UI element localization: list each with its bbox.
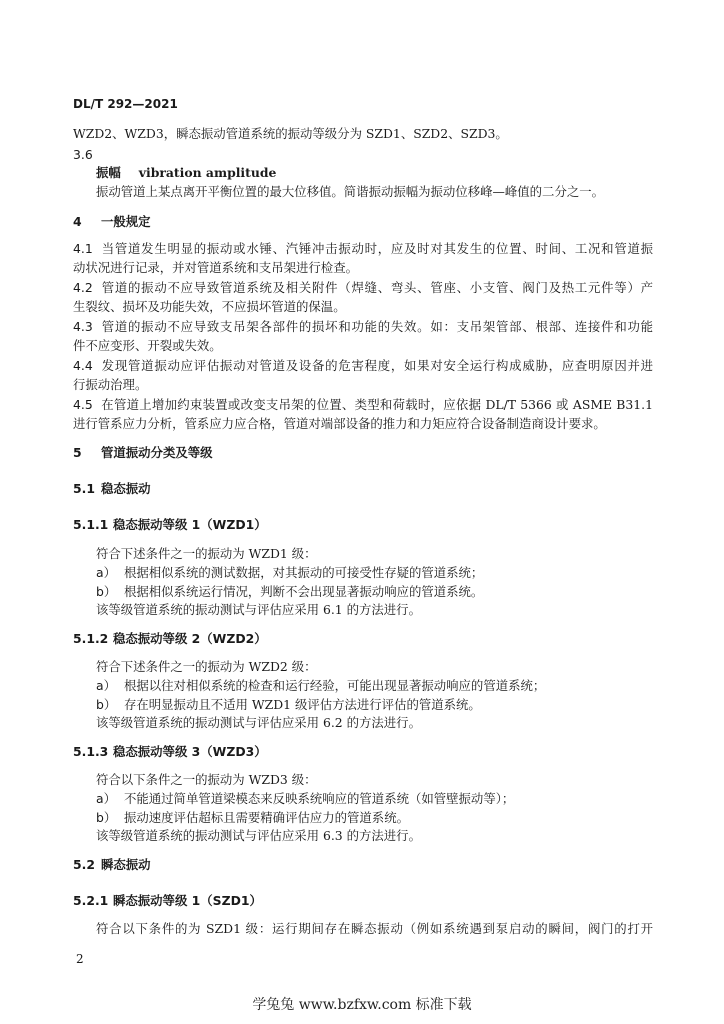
paragraph-4-3: 4.3 管道的振动不应导致支吊架各部件的损坏和功能的失效。如：支吊架管部、根部、连接件和功能 (73, 319, 653, 334)
list-item: a） 根据以往对相似系统的检查和运行经验，可能出现显著振动响应的管道系统； (96, 678, 546, 693)
paragraph-line: 该等级管道系统的振动测试与评估应采用 6.2 的方法进行。 (96, 715, 421, 730)
list-item: a） 不能通过简单管道梁模态来反映系统响应的管道系统（如管壁振动等）； (96, 791, 515, 806)
document-code: DL/T 292—2021 (73, 97, 178, 111)
paragraph-line: 该等级管道系统的振动测试与评估应采用 6.1 的方法进行。 (96, 602, 421, 617)
list-item: a） 根据相似系统的测试数据，对其振动的可接受性存疑的管道系统； (96, 565, 484, 580)
paragraph-4-1: 4.1 当管道发生明显的振动或水锤、汽锤冲击振动时，应及时对其发生的位置、时间、工况和管道振 (73, 241, 653, 256)
section-heading-5: 5 管道振动分类及等级 (73, 445, 213, 460)
paragraph-line: 符合以下条件之一的振动为 WZD3 级： (96, 772, 317, 787)
section-heading-5-1-2: 5.1.2 稳态振动等级 2（WZD2） (73, 631, 267, 646)
term-entry (96, 164, 653, 182)
footer-watermark: 学兔兔 www.bzfxw.com 标准下载 (252, 997, 472, 1013)
term-chinese: 振幅 (96, 165, 121, 180)
section-heading-5-1-3: 5.1.3 稳态振动等级 3（WZD3） (73, 744, 267, 759)
section-heading-5-2: 5.2 瞬态振动 (73, 857, 151, 872)
paragraph-line: 件不应变形、开裂或失效。 (73, 338, 222, 353)
term-english: vibration amplitude (138, 165, 277, 180)
paragraph-line: 进行管系应力分析，管系应力应合格，管道对端部设备的推力和力矩应符合设备制造商设计要求。 (73, 416, 606, 431)
paragraph-line: 符合以下条件的为 SZD1 级：运行期间存在瞬态振动（例如系统遇到泵启动的瞬间，阀门的打开 (96, 921, 653, 936)
paragraph-4-4: 4.4 发现管道振动应评估振动对管道及设备的危害程度，如果对安全运行构成威胁，应查明原因并进 (73, 358, 653, 373)
paragraph-line: 该等级管道系统的振动测试与评估应采用 6.3 的方法进行。 (96, 828, 421, 843)
clause-number: 3.6 (73, 147, 93, 162)
section-heading-4: 4 一般规定 (73, 214, 151, 229)
paragraph-line: 动状况进行记录，并对管道系统和支吊架进行检查。 (73, 260, 358, 275)
section-heading-5-1: 5.1 稳态振动 (73, 481, 151, 496)
paragraph-4-5: 4.5 在管道上增加约束装置或改变支吊架的位置、类型和荷载时，应依据 DL/T 5366 或 ASME B31.1 (73, 397, 653, 412)
list-item: b） 存在明显振动且不适用 WZD1 级评估方法进行评估的管道系统。 (96, 697, 481, 712)
section-heading-5-1-1: 5.1.1 稳态振动等级 1（WZD1） (73, 517, 267, 532)
paragraph-line: 符合下述条件之一的振动为 WZD2 级： (96, 659, 317, 674)
paragraph-line: 行振动治理。 (73, 377, 148, 392)
section-heading-5-2-1: 5.2.1 瞬态振动等级 1（SZD1） (73, 893, 262, 908)
paragraph-line: 符合下述条件之一的振动为 WZD1 级： (96, 546, 317, 561)
page-number: 2 (76, 952, 84, 966)
list-item: b） 振动速度评估超标且需要精确评估应力的管道系统。 (96, 810, 409, 825)
list-item: b） 根据相似系统运行情况，判断不会出现显著振动响应的管道系统。 (96, 584, 484, 599)
term-definition: 振动管道上某点离开平衡位置的最大位移值。简谐振动振幅为振动位移峰—峰值的二分之一。 (96, 184, 605, 199)
paragraph-4-2: 4.2 管道的振动不应导致管道系统及相关附件（焊缝、弯头、管座、小支管、阀门及热工元件等）产 (73, 280, 653, 295)
paragraph-line: 生裂纹、损坏及功能失效，不应损坏管道的保温。 (73, 299, 346, 314)
paragraph-line: WZD2、WZD3，瞬态振动管道系统的振动等级分为 SZD1、SZD2、SZD3。 (73, 126, 508, 141)
